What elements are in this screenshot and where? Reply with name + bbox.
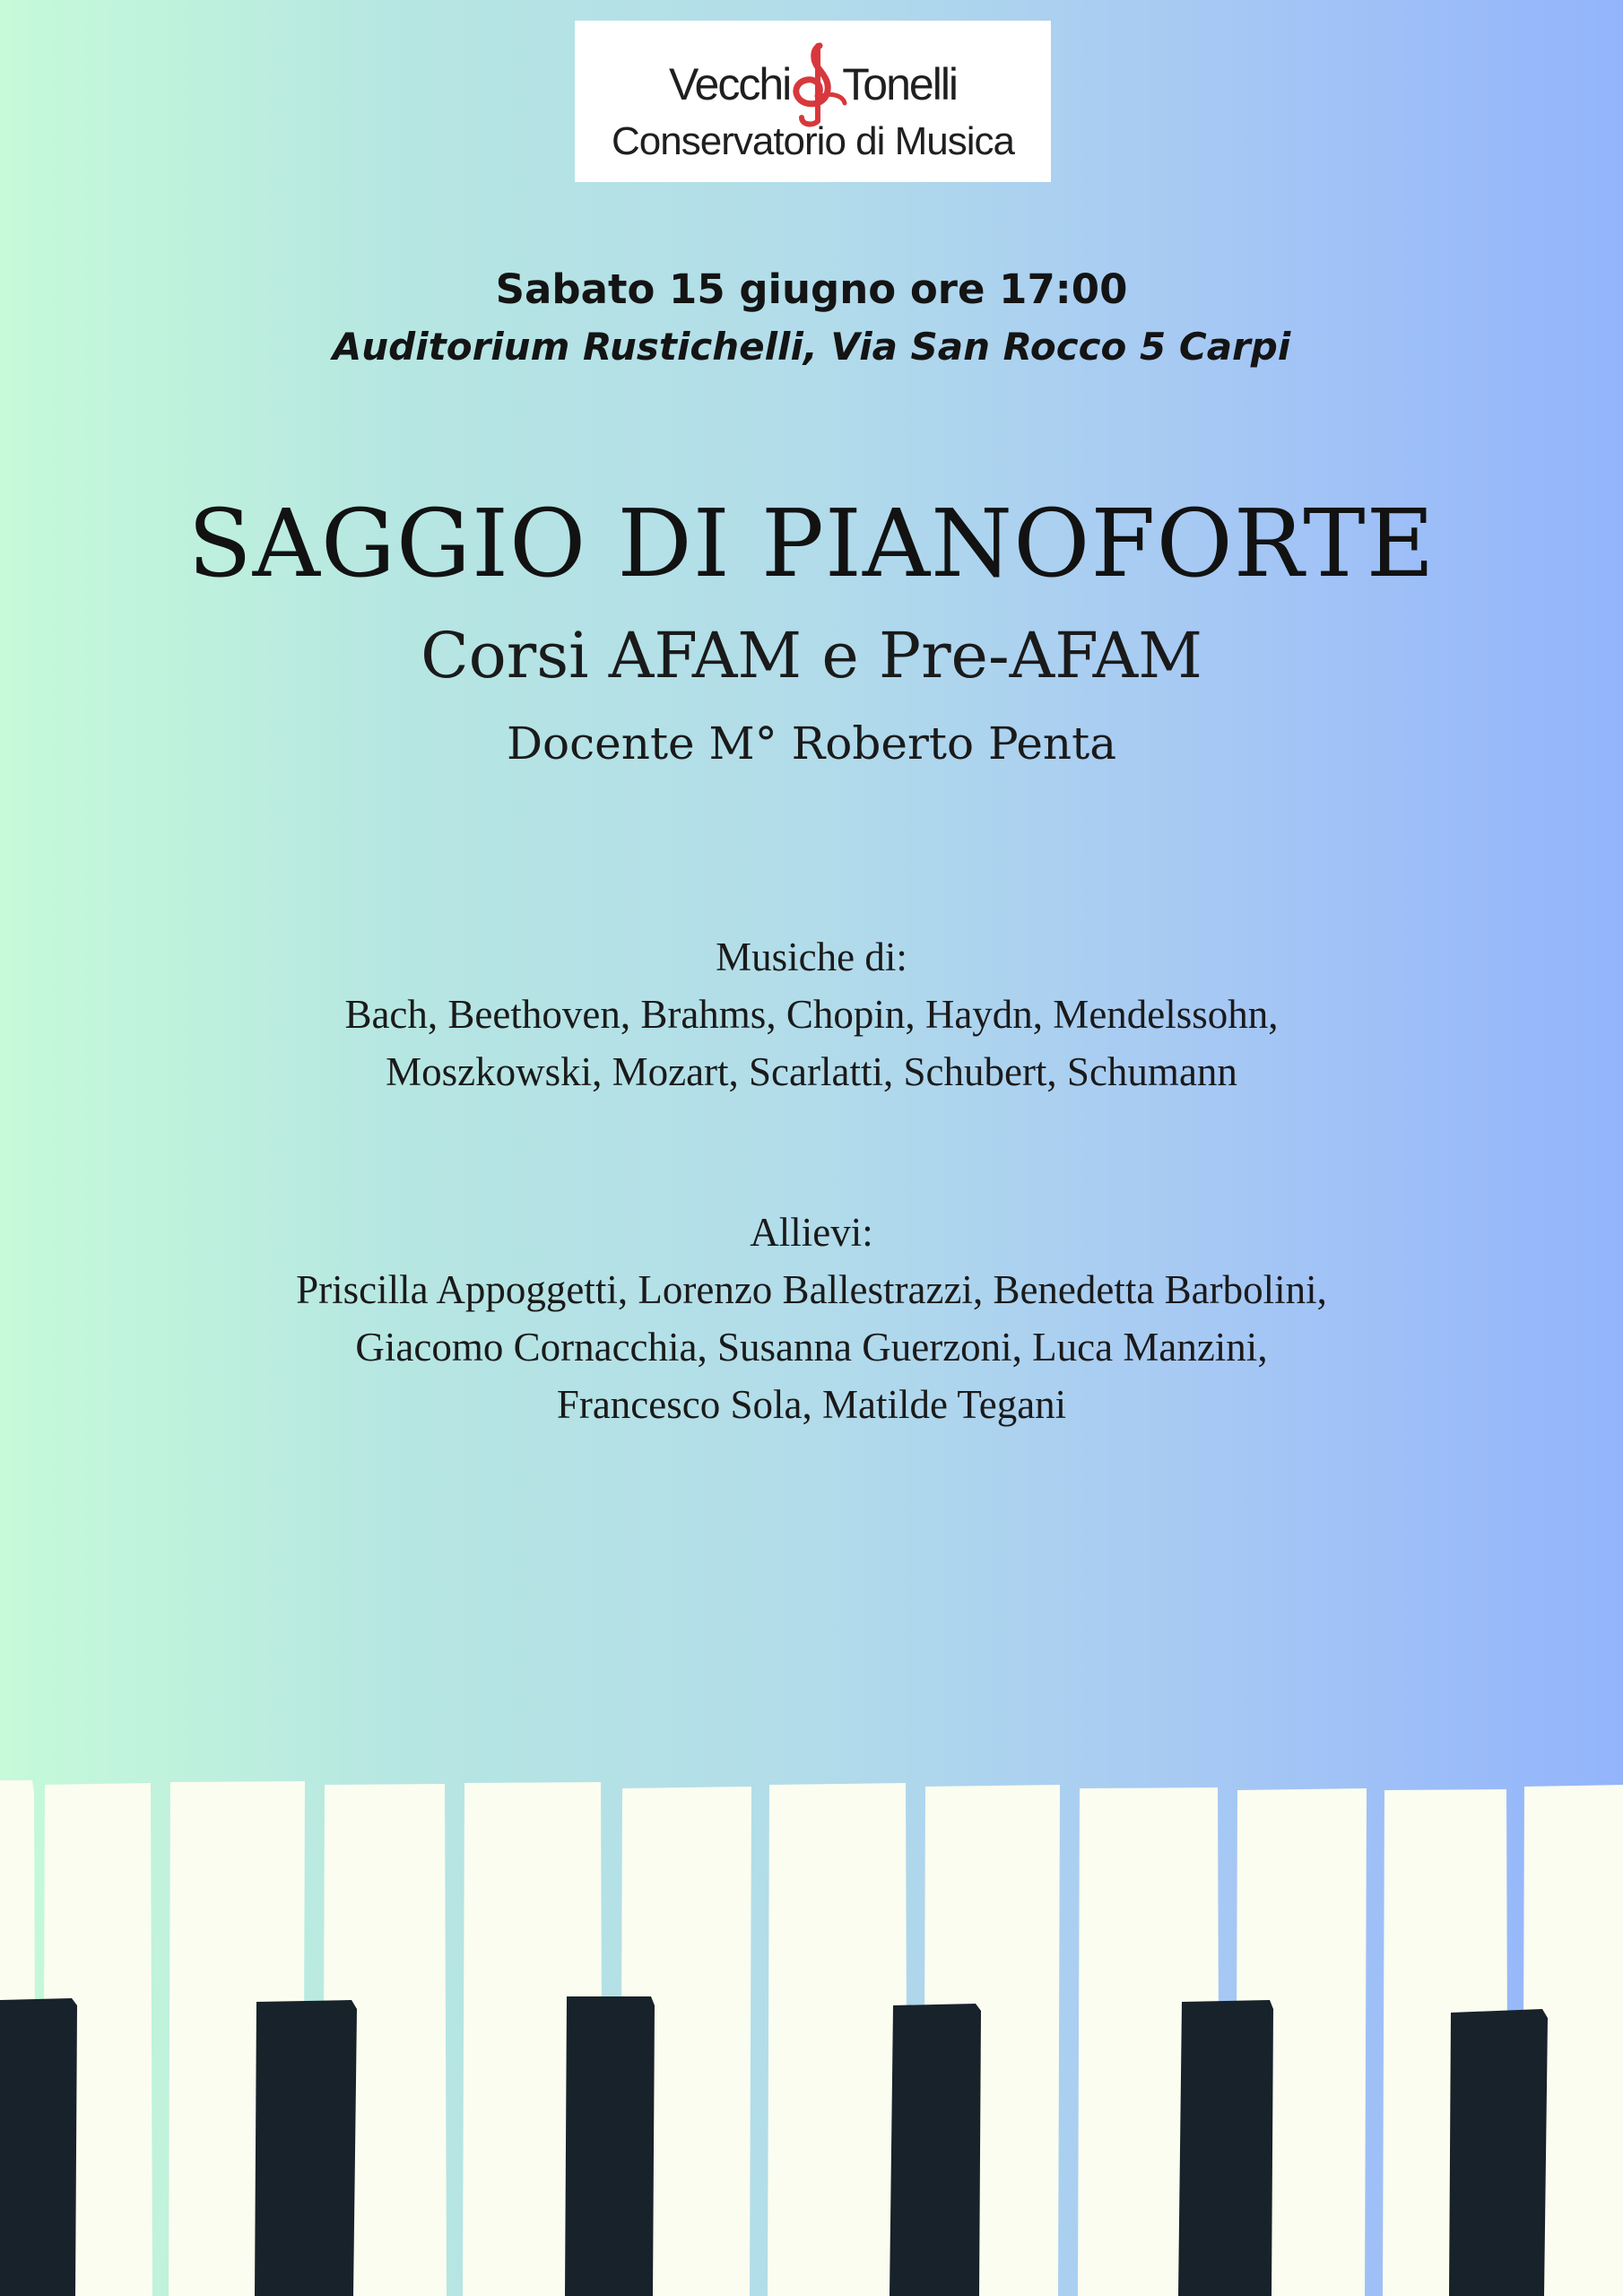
composers-line: Bach, Beethoven, Brahms, Chopin, Haydn, Mendelssohn, [344, 992, 1279, 1037]
poster-subtitle: Corsi AFAM e Pre-AFAM [421, 619, 1202, 692]
piano-keys-illustration [0, 1758, 1623, 2296]
students-line: Francesco Sola, Matilde Tegani [556, 1382, 1067, 1427]
teacher-name: Docente M° Roberto Penta [506, 718, 1117, 770]
logo-text-vecchi: Vecchi [668, 59, 791, 109]
students-heading: Allievi: [750, 1210, 873, 1255]
students-line: Giacomo Cornacchia, Susanna Guerzoni, Luca Manzini, [355, 1325, 1268, 1370]
logo-text-tonelli: Tonelli [842, 59, 958, 109]
students-line: Priscilla Appoggetti, Lorenzo Ballestrazzi, Benedetta Barbolini, [296, 1267, 1327, 1312]
composers-heading: Musiche di: [716, 935, 907, 979]
poster-title: SAGGIO DI PIANOFORTE [187, 489, 1436, 598]
treble-clef-logo-icon [785, 40, 848, 130]
event-venue: Auditorium Rustichelli, Via San Rocco 5 Carpi [332, 325, 1291, 369]
composers-line: Moszkowski, Mozart, Scarlatti, Schubert, Schumann [386, 1049, 1237, 1094]
event-date-time: Sabato 15 giugno ore 17:00 [495, 265, 1128, 313]
composers-section [0, 928, 1623, 1100]
students-section [0, 1204, 1623, 1433]
logo-subtitle: Conservatorio di Musica [612, 119, 1014, 163]
conservatory-logo [575, 21, 1051, 182]
